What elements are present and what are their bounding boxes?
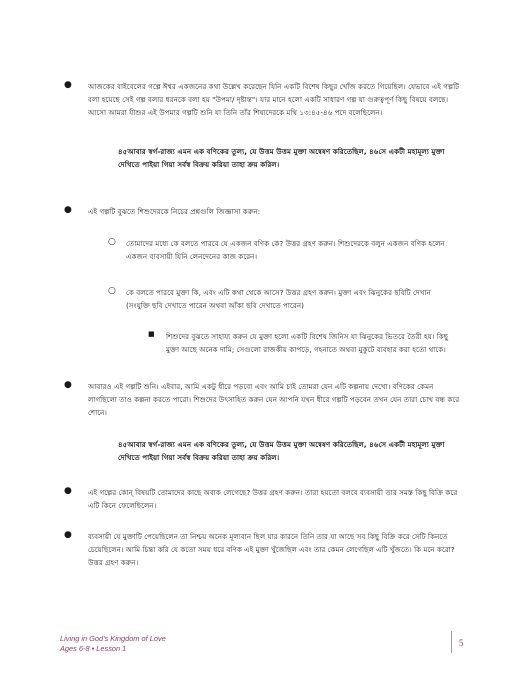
scripture-quote-2: ৪৫আবার স্বর্গ-রাজ্য এমন এক বণিকের তুল্য, যে উত্তম উত্তম মুক্তা অন্বেষণ করিতেছিল, ৪৬সে একটী মহামূল্য মুক্তা দেখিতে পাইয়া গিয়া সর্বস্ব বিক্রয় করিয়া তাহা ক্রয় করিল। (118, 440, 445, 463)
paragraph-intro: আজকের বাইবেলের গল্পে ঈশ্বর একজনের কথা উল্লেখ করেছেন যিনি একটি বিশেষ কিছুর খোঁজ করতে গিয়েছিল। যেভাবে এই গল্পটি বলা হয়েছে সেই গল্প বলার ধরনকে বলা হয় "উপমা/ দৃষ্টান্ত"। যার মানে হলো একটি সাধারণ গল্প যা গুরুত্বপূর্ণ কিছু বিষয়ে বলছে। আসো আমরা যীশুর এই উপমার গল্পটি শুনি যা তিনি তাঁর শিষ্যদেরকে মথি ১৩:৪৫-৪৬ পদে বলেছিলেন। (88, 82, 460, 118)
paragraph-reflection: ব্যবসায়ী যে মুক্তাটি পেয়েছিলেন তা নিশ্চয় অনেক মূল্যবান ছিল যার কারনে তিনি তার যা আছে সব কিছু বিক্রি করে সেটি কিনতে চেয়েছিলেন। আমি চিন্তা করি যে কতো সময় ধরে বণিক এই মুক্তা খুঁজেছিল এবং তার কেমন লেগেছিল এটি খুঁজতে। কি মনে করো? উত্তর গ্রহণ করুন। (88, 532, 455, 568)
bullet-dot-icon: ● (64, 380, 72, 390)
page-number: 5 (459, 638, 464, 648)
question-pearl: কে বলতে পারবে মুক্তা কি, এবং এটি কথা থেকে আসে? উত্তর গ্রহণ করুন। মুক্তা এবং ঝিনুকের ছবিটি দেখান (সংযুক্তি ছবি দেখাতে পারেন অথবা আঁকা ছবি দেখাতে পারেন) (126, 288, 431, 311)
bullet-circle-icon: ○ (108, 237, 116, 247)
paragraph-questions-intro: এই গল্পটি বুঝতে শিশুদেরকে নিচের প্রশ্নগুলি জিজ্ঞাসা করুন: (88, 207, 261, 216)
paragraph-surprise-question: এই গল্পের কোন্‌ বিষয়টি তোমাদের কাছে অবাক লেগেছে? উত্তর গ্রহণ করুন। তারা হয়তো বলবে ব্যবসায়ী তার সমস্ত কিছু বিক্রি করে এটি কিনে ফেলেছিলেন। (88, 488, 458, 511)
footer-subtitle: Ages 6-8 • Lesson 1 (60, 644, 127, 653)
bullet-square-icon: ■ (148, 330, 155, 338)
footer-divider (451, 631, 452, 653)
question-merchant: তোমাদের মধ্যে কে বলতে পারবে যে একজন বণিক কে? উত্তর গ্রহণ করুন। শিশুদেরকে বলুন একজন বণিক হলেন একজন ব্যবসায়ী যিনি লেনদেনের কাজ করেন। (126, 239, 445, 262)
note-pearl-explanation: শিশুদের বুঝতে সাহায্য করুন যে মুক্তা হলো একটি বিশেষ জিনিস যা ঝিনুকের ভিতরে তৈরী হয়। কিছু মুক্তা আছে অনেক দামি; সেগুলো রাজকীয় কাপড়ে, গহনাতে অথবা মুকুটে ব্যবহার করা হতো থাকে। (166, 332, 449, 355)
footer-title: Living in God's Kingdom of Love (60, 634, 166, 643)
bullet-dot-icon: ● (64, 530, 72, 540)
scripture-quote-1: ৪৫আবার স্বর্গ-রাজ্য এমন এক বণিকের তুল্য, যে উত্তম উত্তম মুক্তা অন্বেষণ করিতেছিল, ৪৬সে একটী মহামূল্য মুক্তা দেখিতে পাইয়া গিয়া সর্বস্ব বিক্রয় করিয়া তাহা ক্রয় করিল। (118, 147, 445, 170)
bullet-dot-icon: ● (64, 80, 72, 90)
paragraph-retell: আবারও এই গল্পটি শুনি। এইবার, আমি একটু ধীরে পড়বো এবং আমি চাই তোমরা যেন এটি কল্পনায় দেখো। বণিকের কেমন লাগছিলো তাও কল্পনা করতে পারো। শিশুদের উৎসাহিত করুন যেন আপনি যখন ধীরে গল্পটি পড়বেন তখন যেন তারা চোখ বন্ধ করে শোনে। (88, 382, 460, 418)
bullet-dot-icon: ● (64, 205, 72, 215)
footer-lesson-info (60, 634, 166, 654)
bullet-dot-icon: ● (64, 486, 72, 496)
bullet-circle-icon: ○ (108, 286, 116, 296)
